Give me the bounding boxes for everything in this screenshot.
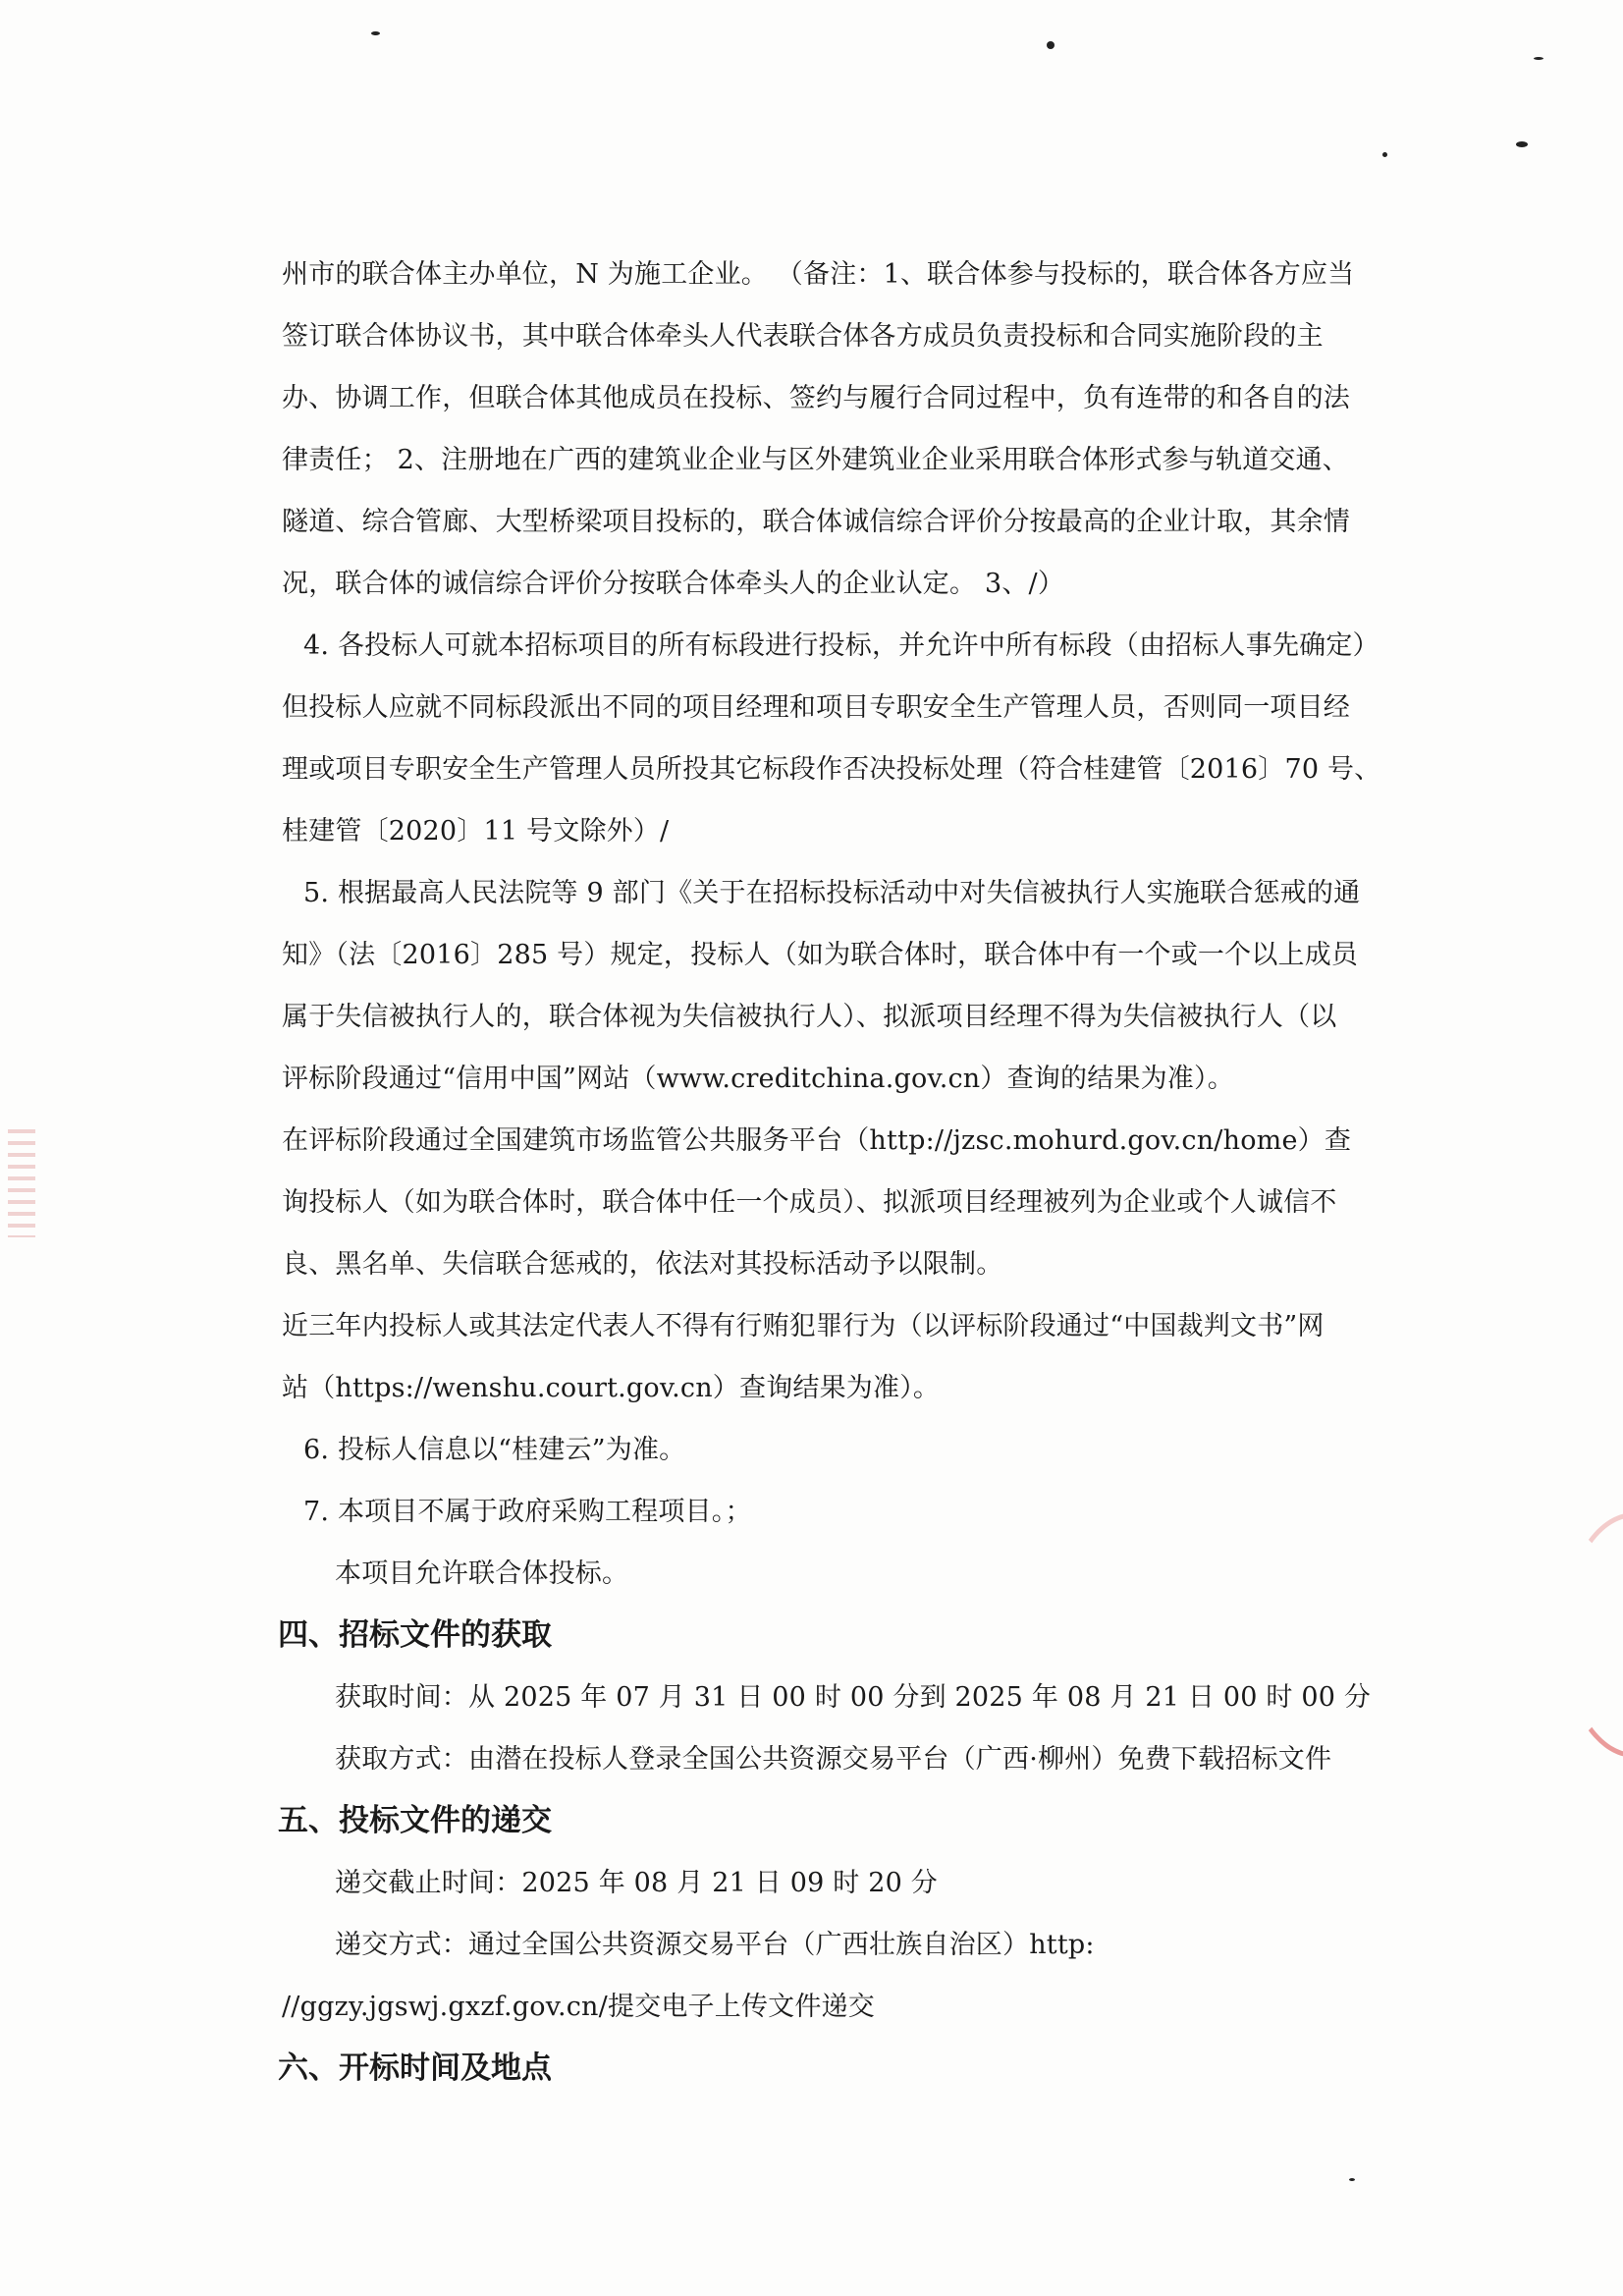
- red-seal-stamp: [1561, 1512, 1623, 1758]
- joint-bid-line: 本项目允许联合体投标。: [335, 1558, 629, 1589]
- acquisition-method-line: 获取方式：由潜在投标人登录全国公共资源交易平台（广西·柳州）免费下载招标文件: [335, 1744, 1332, 1775]
- paragraph-line: 理或项目专职安全生产管理人员所投其它标段作否决投标处理（符合桂建管〔2016〕70 号、: [282, 754, 1381, 785]
- paragraph-line: 属于失信被执行人的，联合体视为失信被执行人）、拟派项目经理不得为失信被执行人（以: [282, 1002, 1337, 1032]
- paragraph-line: 签订联合体协议书，其中联合体牵头人代表联合体各方成员负责投标和合同实施阶段的主: [282, 321, 1324, 352]
- item-4-line: 4. 各投标人可就本招标项目的所有标段进行投标，并允许中所有标段（由招标人事先确定）: [303, 630, 1380, 661]
- item-7-line: 7. 本项目不属于政府采购工程项目。；: [303, 1497, 752, 1527]
- paragraph-line: 知》（法〔2016〕285 号）规定，投标人（如为联合体时，联合体中有一个或一个以上成员: [282, 940, 1359, 970]
- paragraph-line: 桂建管〔2020〕11 号文除外）/: [282, 816, 670, 847]
- scan-speck: [1047, 41, 1055, 49]
- item-5-line: 5. 根据最高人民法院等 9 部门《关于在招标投标活动中对失信被执行人实施联合惩戒的通: [303, 878, 1361, 908]
- section-heading-5: 五、投标文件的递交: [278, 1803, 552, 1838]
- paragraph-line: 但投标人应就不同标段派出不同的项目经理和项目专职安全生产管理人员，否则同一项目经: [282, 692, 1350, 723]
- submission-url-line: //ggzy.jgswj.gxzf.gov.cn/提交电子上传文件递交: [282, 1992, 875, 2022]
- paragraph-line: 州市的联合体主办单位，N 为施工企业。 （备注：1、联合体参与投标的，联合体各方应当: [282, 259, 1355, 290]
- paragraph-line: 站（https://wenshu.court.gov.cn）查询结果为准）。: [282, 1373, 941, 1403]
- section-heading-6: 六、开标时间及地点: [278, 2050, 552, 2086]
- submission-method-line: 递交方式：通过全国公共资源交易平台（广西壮族自治区）http:: [335, 1930, 1095, 1960]
- section-heading-4: 四、招标文件的获取: [278, 1617, 552, 1653]
- paragraph-line: 询投标人（如为联合体时，联合体中任一个成员）、拟派项目经理被列为企业或个人诚信不: [282, 1187, 1337, 1218]
- document-body: [278, 244, 1381, 2100]
- scan-speck: [1382, 152, 1387, 157]
- paragraph-line: 律责任； 2、注册地在广西的建筑业企业与区外建筑业企业采用联合体形式参与轨道交通、: [282, 445, 1349, 475]
- paragraph-line: 在评标阶段通过全国建筑市场监管公共服务平台（http://jzsc.mohurd.gov.cn/home）查: [282, 1125, 1352, 1156]
- paragraph-line: 评标阶段通过“信用中国”网站（www.creditchina.gov.cn）查询的结果为准）。: [282, 1064, 1234, 1094]
- paragraph-line: 况，联合体的诚信综合评价分按联合体牵头人的企业认定。 3、/）: [282, 569, 1065, 599]
- scan-edge-mark: [8, 1129, 35, 1237]
- submission-deadline-line: 递交截止时间：2025 年 08 月 21 日 09 时 20 分: [335, 1868, 938, 1898]
- paragraph-line: 良、黑名单、失信联合惩戒的，依法对其投标活动予以限制。: [282, 1249, 1003, 1280]
- scan-speck: [1349, 2178, 1355, 2181]
- item-6-line: 6. 投标人信息以“桂建云”为准。: [303, 1435, 686, 1465]
- scan-speck: [1516, 141, 1528, 147]
- scan-speck: [1534, 57, 1543, 60]
- paragraph-line: 办、协调工作，但联合体其他成员在投标、签约与履行合同过程中，负有连带的和各自的法: [282, 383, 1350, 413]
- acquisition-time-line: 获取时间：从 2025 年 07 月 31 日 00 时 00 分到 2025 年 08 月 21 日 00 时 00 分: [335, 1682, 1372, 1713]
- paragraph-line: 近三年内投标人或其法定代表人不得有行贿犯罪行为（以评标阶段通过“中国裁判文书”网: [282, 1311, 1325, 1341]
- paragraph-line: 隧道、综合管廊、大型桥梁项目投标的，联合体诚信综合评价分按最高的企业计取，其余情: [282, 507, 1350, 537]
- scan-speck: [371, 31, 380, 35]
